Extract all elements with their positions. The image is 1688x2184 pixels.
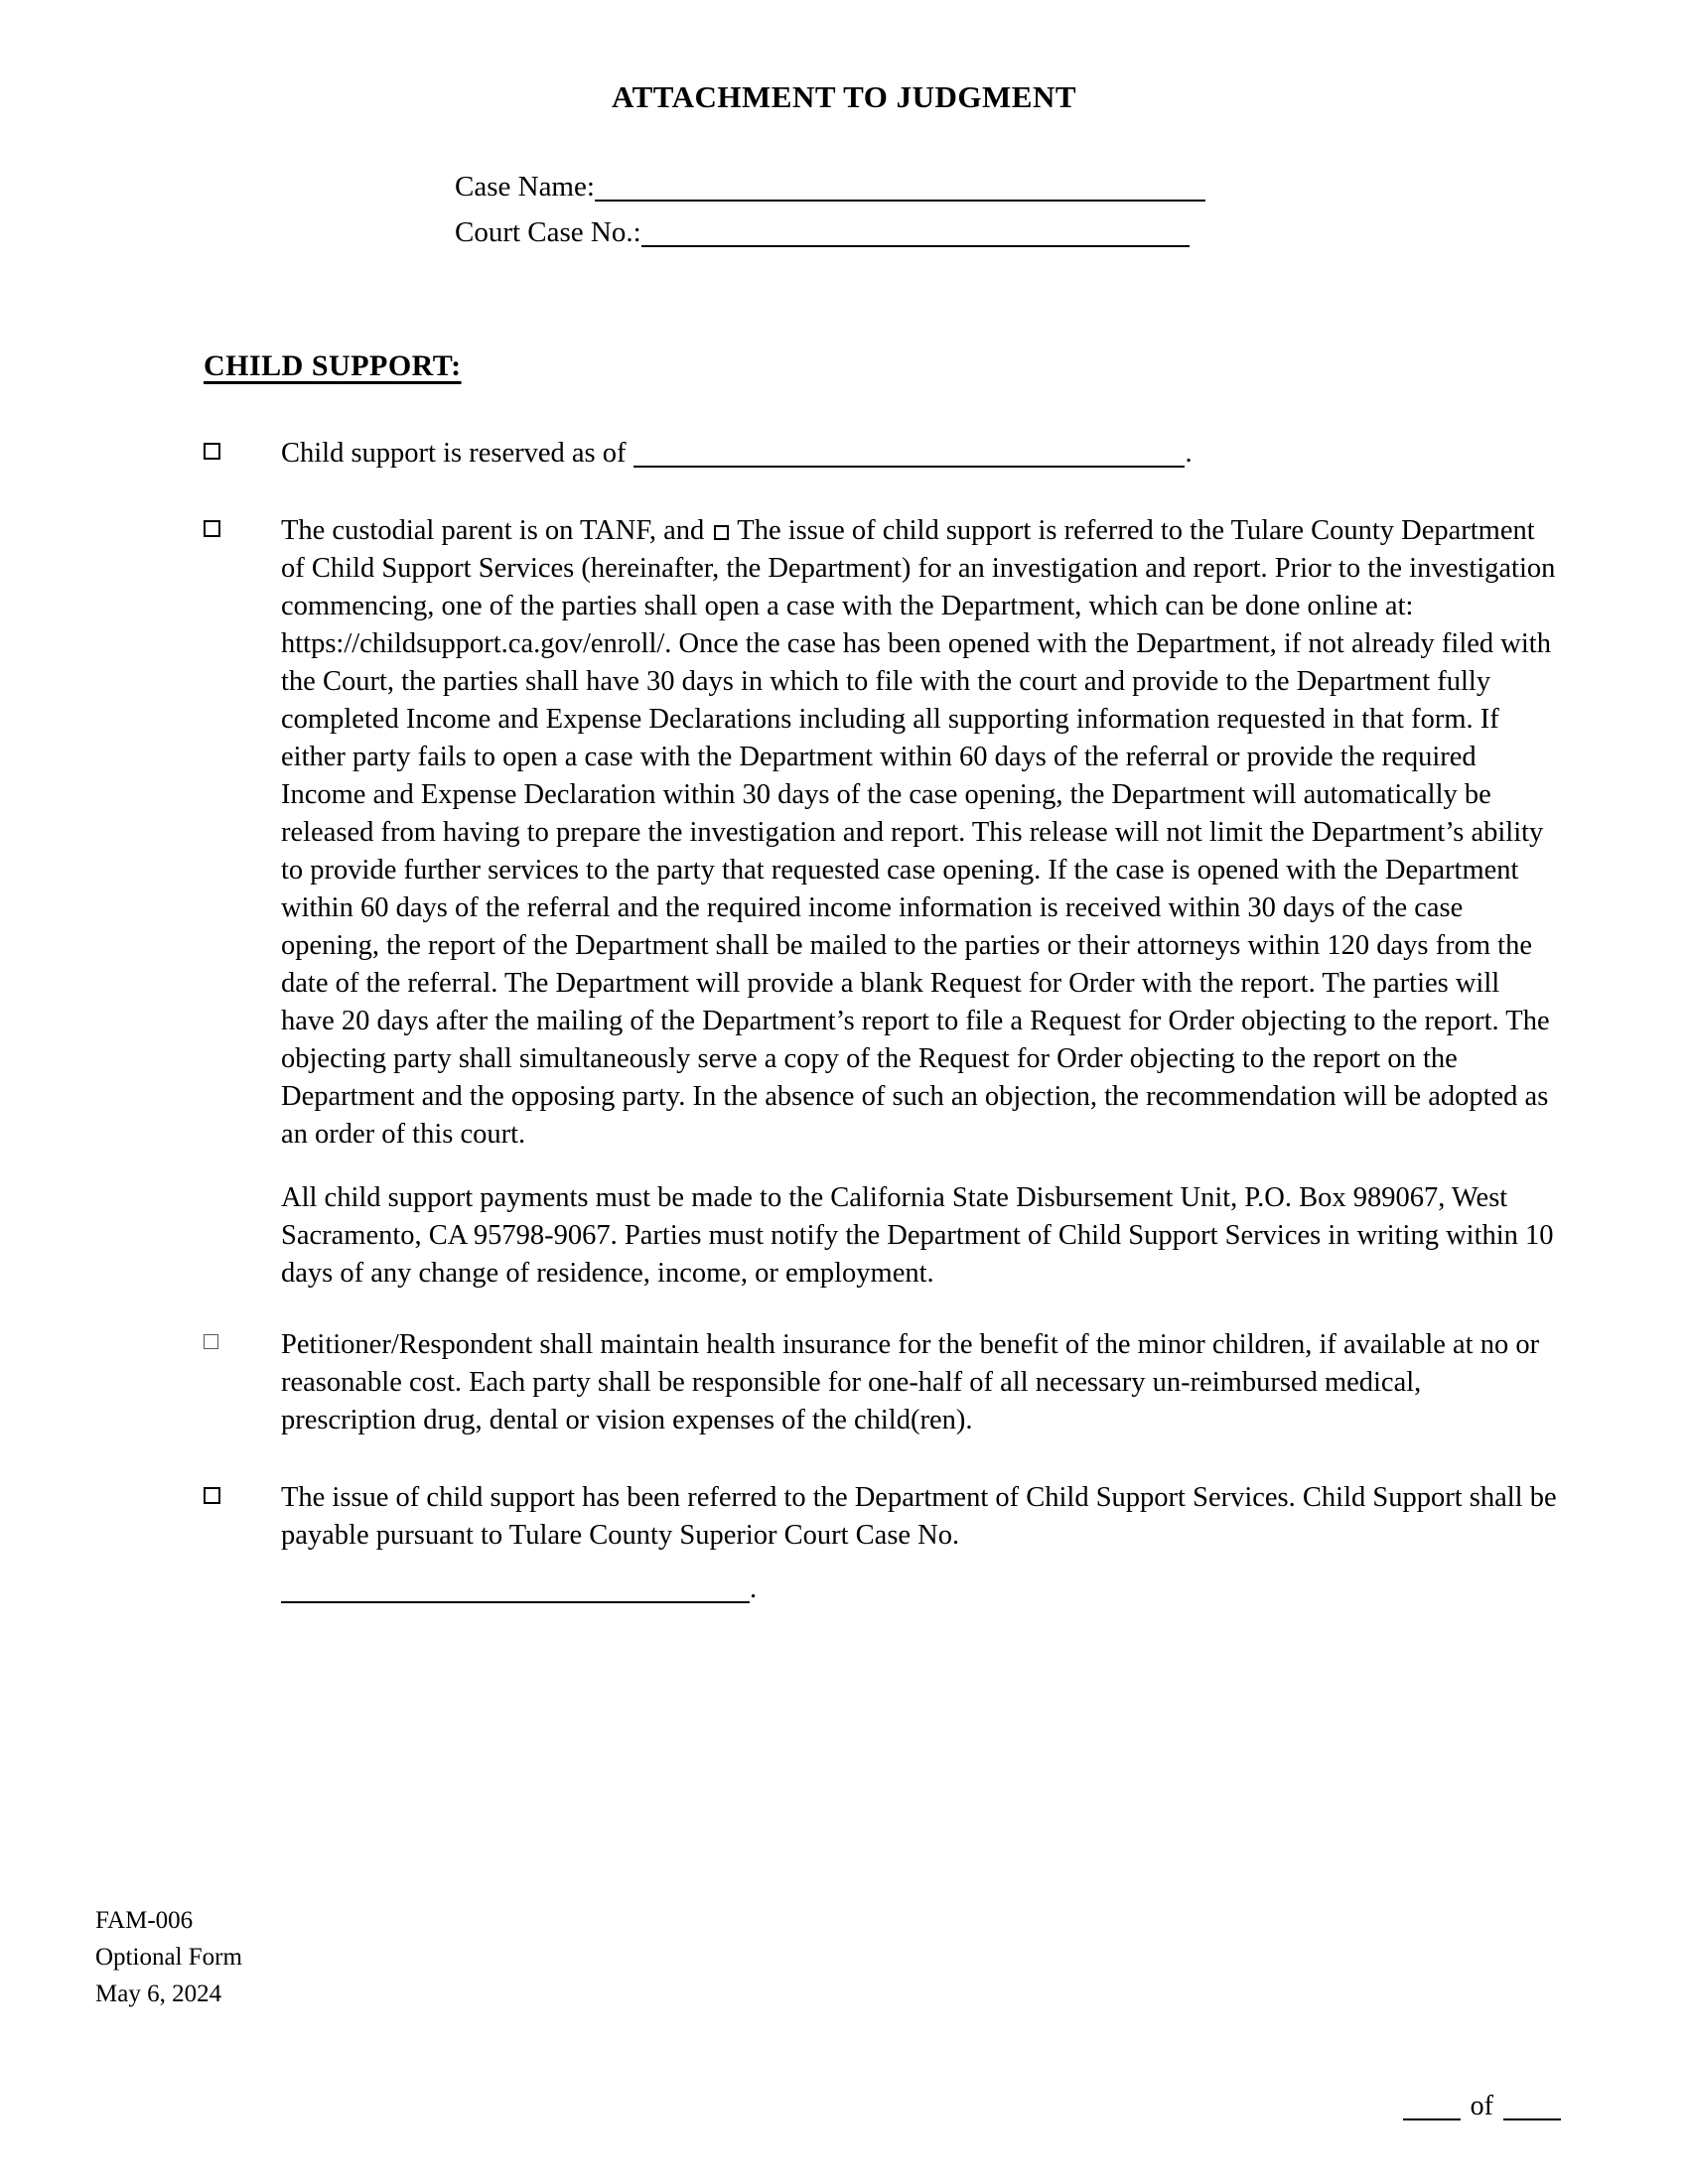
item-payments-notice (204, 1179, 1560, 1293)
superior-court-case-no-input[interactable] (281, 1573, 750, 1603)
case-name-label: Case Name: (455, 171, 595, 203)
page-of-label: of (1470, 2091, 1493, 2121)
item-tanf-referral (204, 512, 1560, 1154)
court-case-no-input[interactable] (641, 217, 1190, 247)
tanf-referral-text (281, 512, 1560, 1154)
health-insurance-text: Petitioner/Respondent shall maintain health insurance for the benefit of the minor children, if available at no or reasonable cost. Each party shall be responsible for one-half of all necessary un-reimbursed medical, prescription drug, dental or vision expenses of the child(ren). (281, 1329, 1540, 1435)
checkbox-column (204, 1479, 281, 1608)
case-fields-block (455, 171, 1205, 262)
court-case-no-line (455, 216, 1205, 262)
items-container (204, 435, 1560, 1608)
item-support-reserved (204, 435, 1560, 473)
dcss-referred-suffix: . (750, 1573, 758, 1604)
issue-referred-inline-checkbox[interactable] (714, 525, 729, 540)
dcss-referred-text (281, 1479, 1560, 1608)
case-name-input[interactable] (595, 172, 1205, 202)
health-insurance-checkbox[interactable] (204, 1334, 218, 1349)
court-case-no-blank-line (281, 1570, 1560, 1608)
tanf-checkbox[interactable] (204, 520, 220, 537)
checkbox-column (204, 512, 281, 1154)
dcss-referred-checkbox[interactable] (204, 1487, 220, 1504)
form-type: Optional Form (95, 1944, 242, 1971)
checkbox-column (204, 1326, 281, 1439)
checkbox-column-empty (204, 1179, 281, 1293)
tanf-text-before: The custodial parent is on TANF, and (281, 515, 705, 546)
item-dcss-referred (204, 1479, 1560, 1608)
support-reserved-date-input[interactable] (633, 438, 1185, 468)
page-number-input[interactable] (1403, 2091, 1461, 2120)
form-date: May 6, 2024 (95, 1980, 222, 2007)
checkbox-column (204, 435, 281, 473)
tanf-text-after: The issue of child support is referred to the Tulare County Department of Child Support Services (hereinafter, the Department) for an investigation and report. Prior to the investigation commencing, one of the parties shall open a case with the Department, which can be done online at: https://childsupport.ca.gov/enroll/. Once the case has been opened with the Department, if not already filed with the Court, the parties shall have 30 days in which to file with the court and provide to the Department fully completed Income and Expense Declarations including all supporting information requested in that form. If either party fails to open a case with the Department within 60 days of the referral or provide the required Income and Expense Declaration within 30 days of the case opening, the Department will automatically be released from having to prepare the investigation and report. This release will not limit the Department’s ability to provide further services to the party that requested case opening. If the case is opened with the Department within 60 days of the referral and the required income information is received within 30 days of the case opening, the report of the Department shall be mailed to the parties or their attorneys within 120 days from the date of the referral. The Department will provide a blank Request for Order with the report. The parties will have 20 days after the mailing of the Department’s report to file a Request for Order objecting to the report. The objecting party shall simultaneously serve a copy of the Request for Order objecting to the report on the Department and the opposing party. In the absence of such an objection, the recommendation will be adopted as an order of this court. (281, 515, 1556, 1150)
section-heading-child-support: CHILD SUPPORT: (204, 349, 462, 382)
support-reserved-suffix: . (1185, 438, 1193, 469)
support-reserved-checkbox[interactable] (204, 443, 220, 460)
document-title: ATTACHMENT TO JUDGMENT (611, 79, 1077, 114)
court-case-no-label: Court Case No.: (455, 216, 641, 248)
item-health-insurance (204, 1326, 1560, 1439)
support-reserved-text (281, 435, 1560, 473)
page-total-input[interactable] (1503, 2091, 1561, 2120)
support-reserved-label: Child support is reserved as of (281, 438, 627, 469)
dcss-referred-label: The issue of child support has been referred to the Department of Child Support Services. Child Support shall be payable pursuant to Tulare County Superior Court Case No. (281, 1482, 1557, 1551)
page-number-area (1403, 2091, 1561, 2122)
form-footer (95, 1902, 242, 2012)
form-number: FAM-006 (95, 1907, 194, 1934)
payments-notice-text: All child support payments must be made to the California State Disbursement Unit, P.O. Box 989067, West Sacramento, CA 95798-9067. Parties must notify the Department of Child Support Services in writing within 10 days of any change of residence, income, or employment. (281, 1182, 1554, 1289)
case-name-line (455, 171, 1205, 216)
